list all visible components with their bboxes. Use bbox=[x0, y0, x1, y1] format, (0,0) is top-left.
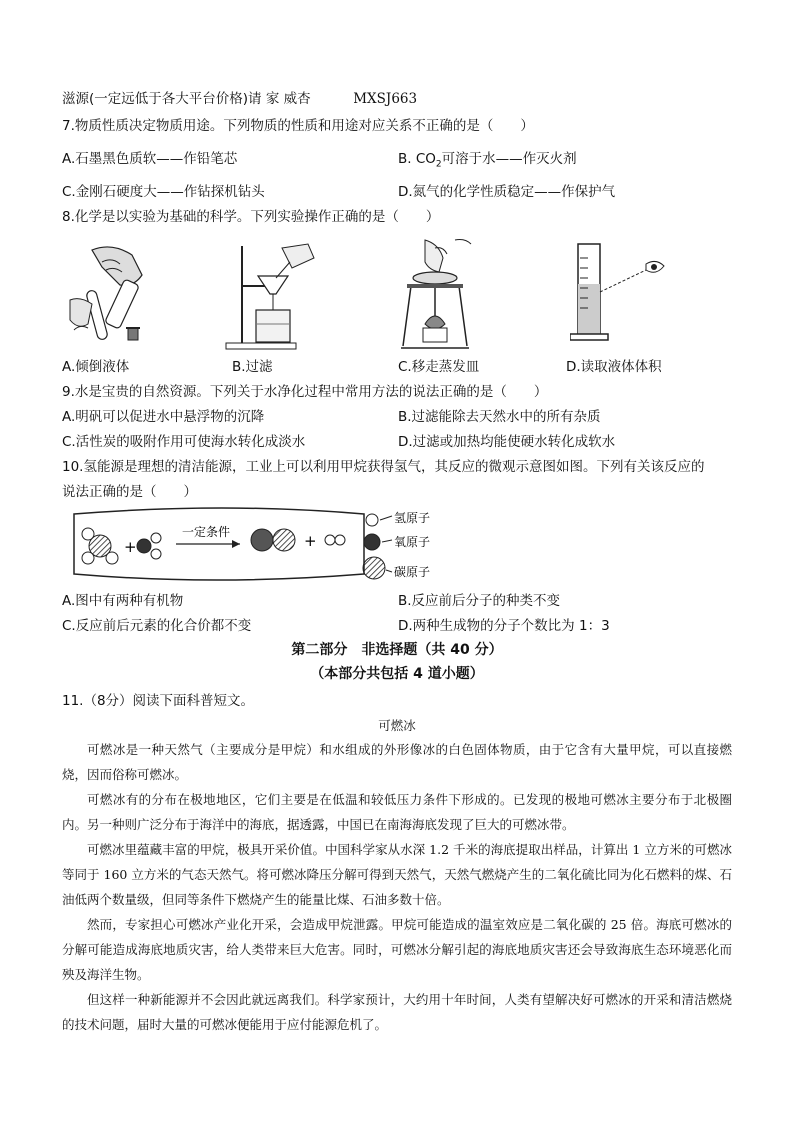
q7-option-b-pre: B. CO bbox=[398, 151, 436, 167]
q11-stem: 11.（8分）阅读下面科普短文。 bbox=[62, 693, 255, 709]
q10-option-d: D.两种生成物的分子个数比为 1：3 bbox=[398, 618, 610, 634]
condition-label: 一定条件 bbox=[182, 525, 231, 539]
header-note-left: 滋源(一定远低于各大平台价格)请 家 威杏 bbox=[62, 91, 311, 107]
legend-hydrogen: 氢原子 bbox=[394, 511, 431, 525]
reaction-diagram bbox=[72, 506, 462, 590]
q8-option-c: C.移走蒸发皿 bbox=[398, 359, 480, 375]
legend-carbon: 碳原子 bbox=[394, 565, 431, 579]
q7-option-b bbox=[398, 150, 577, 174]
legend-oxygen: 氧原子 bbox=[394, 535, 431, 549]
q7-option-c: C.金刚石硬度大——作钻探机钻头 bbox=[62, 184, 265, 200]
q9-option-a: A.明矾可以促进水中悬浮物的沉降 bbox=[62, 409, 265, 425]
q10-stem-line1: 10.氢能源是理想的清洁能源，工业上可以利用甲烷获得氢气，其反应的微观示意图如图。下列有关该反应的 bbox=[62, 459, 705, 475]
q9-stem: 9.水是宝贵的自然资源。下列关于水净化过程中常用方法的说法正确的是（ ） bbox=[62, 384, 548, 400]
pouring-liquid-figure bbox=[62, 240, 172, 355]
part2-subtitle: （本部分共包括 4 道小题） bbox=[310, 666, 484, 682]
header-note bbox=[62, 90, 417, 108]
article-body bbox=[62, 737, 732, 1037]
q9-option-c: C.活性炭的吸附作用可使海水转化成淡水 bbox=[62, 434, 306, 450]
article-title: 可燃冰 bbox=[378, 718, 416, 733]
q8-option-a: A.倾倒液体 bbox=[62, 359, 130, 375]
plus-sign-2: + bbox=[304, 532, 317, 550]
q9-option-d: D.过滤或加热均能使硬水转化成软水 bbox=[398, 434, 616, 450]
article-paragraph-5: 但这样一种新能源并不会因此就远离我们。科学家预计，大约用十年时间，人类有望解决好可燃冰的开采和清洁燃烧的技术问题，届时大量的可燃冰便能用于应付能源危机了。 bbox=[62, 992, 732, 1032]
q9-option-b: B.过滤能除去天然水中的所有杂质 bbox=[398, 409, 601, 425]
q10-option-a: A.图中有两种有机物 bbox=[62, 593, 184, 609]
article-paragraph-4: 然而，专家担心可燃冰产业化开采，会造成甲烷泄露。甲烷可能造成的温室效应是二氧化碳的 25 倍。海底可燃冰的分解可能造成海底地质灾害，给人类带来巨大危害。同时，可燃冰分解引起的海底地质灾害还会导致海底生态环境恶化而殃及海洋生物。 bbox=[62, 917, 732, 982]
article-paragraph-3: 可燃冰里蕴藏丰富的甲烷，极具开采价值。中国科学家从水深 1.2 千米的海底提取出样品，计算出 1 立方米的可燃冰等同于 160 立方米的气态天然气。将可燃冰降压分解可得到天然气，天然气燃烧产生的二氧化硫比同为化石燃料的煤、石油低两个数量级，但同等条件下燃烧产生的能量比煤、石油多数十倍。 bbox=[62, 842, 732, 907]
q8-option-b: B.过滤 bbox=[232, 359, 273, 375]
q10-stem-line2: 说法正确的是（ ） bbox=[62, 484, 197, 500]
q7-option-a: A.石墨黑色质软——作铅笔芯 bbox=[62, 151, 238, 167]
q7-stem: 7.物质性质决定物质用途。下列物质的性质和用途对应关系不正确的是（ ） bbox=[62, 118, 534, 134]
q7-option-d: D.氮气的化学性质稳定——作保护气 bbox=[398, 184, 616, 200]
evaporating-dish-figure bbox=[395, 236, 505, 356]
part2-title: 第二部分 非选择题（共 40 分） bbox=[291, 642, 503, 658]
filtration-figure bbox=[220, 238, 330, 356]
q7-option-b-post: 可溶于水——作灭火剂 bbox=[441, 151, 577, 167]
q7-option-b-sub: 2 bbox=[435, 159, 442, 170]
q8-stem: 8.化学是以实验为基础的科学。下列实验操作正确的是（ ） bbox=[62, 209, 440, 225]
plus-sign-1: + bbox=[124, 538, 137, 556]
article-paragraph-2: 可燃冰有的分布在极地地区，它们主要是在低温和较低压力条件下形成的。已发现的极地可燃冰主要分布于北极圈内。另一种则广泛分布于海洋中的海底，据透露，中国已在南海海底发现了巨大的可燃冰带。 bbox=[62, 792, 732, 832]
article-paragraph-1: 可燃冰是一种天然气（主要成分是甲烷）和水组成的外形像冰的白色固体物质，由于它含有大量甲烷，可以直接燃烧，因而俗称可燃冰。 bbox=[62, 742, 732, 782]
q10-option-b: B.反应前后分子的种类不变 bbox=[398, 593, 561, 609]
header-note-code: MXSJ663 bbox=[353, 91, 418, 107]
graduated-cylinder-figure bbox=[570, 238, 680, 348]
q8-option-d: D.读取液体体积 bbox=[566, 359, 662, 375]
q10-option-c: C.反应前后元素的化合价都不变 bbox=[62, 618, 252, 634]
